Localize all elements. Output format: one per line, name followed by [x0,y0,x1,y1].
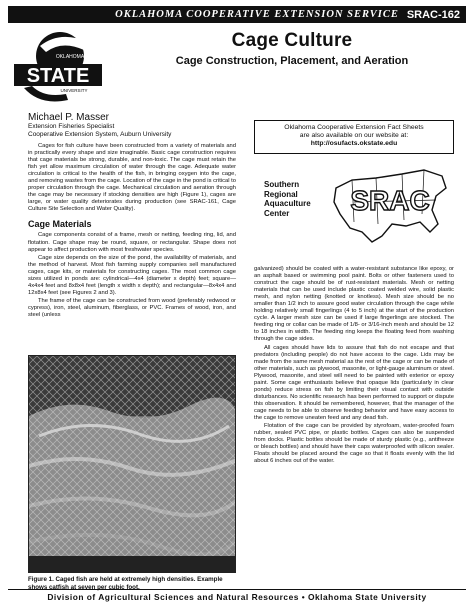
osu-logo [10,28,105,108]
us-southern-states-map-icon [332,162,450,254]
author-block [28,112,238,139]
factbox-line-2: are also available on our website at: [299,132,409,140]
title-block [120,30,464,67]
srac-acronym: SRAC [350,185,430,216]
intro-paragraph: Cages for fish culture have been constructed from a variety of materials and in practically every shape and size imaginable. Basic cage construction requires that cage materials be strong, durable, and non-toxic. The cage must retain the fish yet allow maximum circulation of water through the cage. Adequate water circulation is critical to the health of the fish, in bringing oxygen into the cage, and removing wastes from the cage. Location of the cage in the pond is critical to proper circulation through the cage. Mechanical circulation and aeration through the cage may be necessary if stocking densities are high (Figure 1), cages are large, or water quality deteriorates during production (see SRAC-161, Cage Culture Site Selection and Water Quality). [28,143,236,213]
srac-wordmark [264,180,311,218]
series-title: OKLAHOMA COOPERATIVE EXTENSION SERVICE [115,9,399,20]
srac-word-aquaculture: Aquaculture [264,199,311,208]
flotation-paragraph: Flotation of the cage can be provided by styrofoam, water-proofed foam rubber, sealed PVC pipe, or plastic bottles. Cages can also be suspended from docks. Plastic bottles should be made of sturdy plastic (e.g., antifreeze or bleach bottles) and should have their caps waterproofed with silicon sealer. Floats should be placed around the cage so that it floats evenly with the lid about 6 inches out of the water. [254,423,454,465]
column-left [28,143,236,320]
logo-word-university: UNIVERSITY [60,88,88,93]
materials-paragraph-2: Cage size depends on the size of the pond, the availability of materials, and the method of harvest. Most fish farming supply companies sell manufactured cages, cage kits, or materials for constructing cages. The most common cage sizes utilized in ponds are: cylindrical—4x4 (diameter x depth) feet; square—4x4x4 feet and 8x8x4 feet (length x width x depth); and rectangular—8x4x4 and 12x8x4 feet (see Figures 2 and 3). [28,254,236,296]
author-name: Michael P. Masser [28,112,109,123]
fact-sheet-box [254,120,454,154]
column-right [254,266,454,466]
factbox-line-1: Oklahoma Cooperative Extension Fact Sheets [284,124,424,131]
materials-paragraph-1: Cage components consist of a frame, mesh or netting, feeding ring, lid, and flotation. Cage shape may be round, square, or rectangular. Shape does not appear to affect production with most freshwater species. [28,232,236,253]
factbox-url-link[interactable]: http://osufacts.okstate.edu [310,140,398,148]
logo-word-oklahoma: OKLAHOMA [55,54,85,60]
frame-continued-paragraph: galvanized) should be coated with a water-resistant substance like epoxy, or an asphalt based or swimming pool paint. Bolts or other fasteners used to construct the cage should be of rust-resistant materials. Mesh or netting materials that can be used include plastic coated welded wire, solid plastic mesh, and nylon netting (knotted or knotless). Mesh size should be no smaller than 1/2 inch to assure good water circulation through the cage while holding relatively small fingerlings (4 to 5 inch) at the start of the production cycle. A larger mesh size can be used if large fingerlings are stocked. The feeding ring or collar can be made of 1/8- or 3/16-inch mesh and should be 12 to 18 inches in width. The feeding ring keeps the floating feed from washing through the cage sides. [254,266,454,343]
document-code: SRAC-162 [406,8,460,21]
lids-paragraph: All cages should have lids to assure that fish do not escape and that predators (including people) do not have access to the cage. Lids may be made from the same mesh material as the rest of the cage or can be made of other materials, such as plywood, masonite, or light-gauge aluminum or steel. Plywood, masonite, and steel will need to be painted with exterior or epoxy paint. Some cage enthusiasts believe that opaque lids (particularly in clear ponds) reduce stress on fish by limiting their visual contact with outside disturbances. No scientific research has been performed to support or dispute this observation. It should be remembered, however, that the manager of the cage needs to be able to observe feeding behavior and have easy access to the cage to remove uneaten feed and any dead fish. [254,344,454,421]
srac-word-southern: Southern [264,180,300,189]
srac-word-center: Center [264,208,290,218]
caged-catfish-photo [28,355,236,573]
header-bar [8,6,466,23]
page-title: Cage Culture [231,30,353,51]
footer: Division of Agricultural Sciences and Natural Resources • Oklahoma State University [8,589,466,604]
figure-1-caption: Figure 1. Caged fish are held at extremely high densities. Example shows catfish at seven per cubic foot. [28,576,223,591]
section-heading-materials: Cage Materials [28,219,92,230]
materials-paragraph-3: The frame of the cage can be constructed from wood (preferably redwood or cypress), iron, steel, aluminum, fiberglass, or PVC. Frames of wood, iron, and steel (unless [28,297,236,318]
srac-logo [254,160,454,260]
author-role: Extension Fisheries Specialist [28,123,115,130]
srac-word-regional: Regional [264,189,298,199]
page-subtitle: Cage Construction, Placement, and Aeration [175,55,409,67]
author-org: Cooperative Extension System, Auburn University [28,131,172,138]
logo-word-state: STATE [26,65,90,87]
